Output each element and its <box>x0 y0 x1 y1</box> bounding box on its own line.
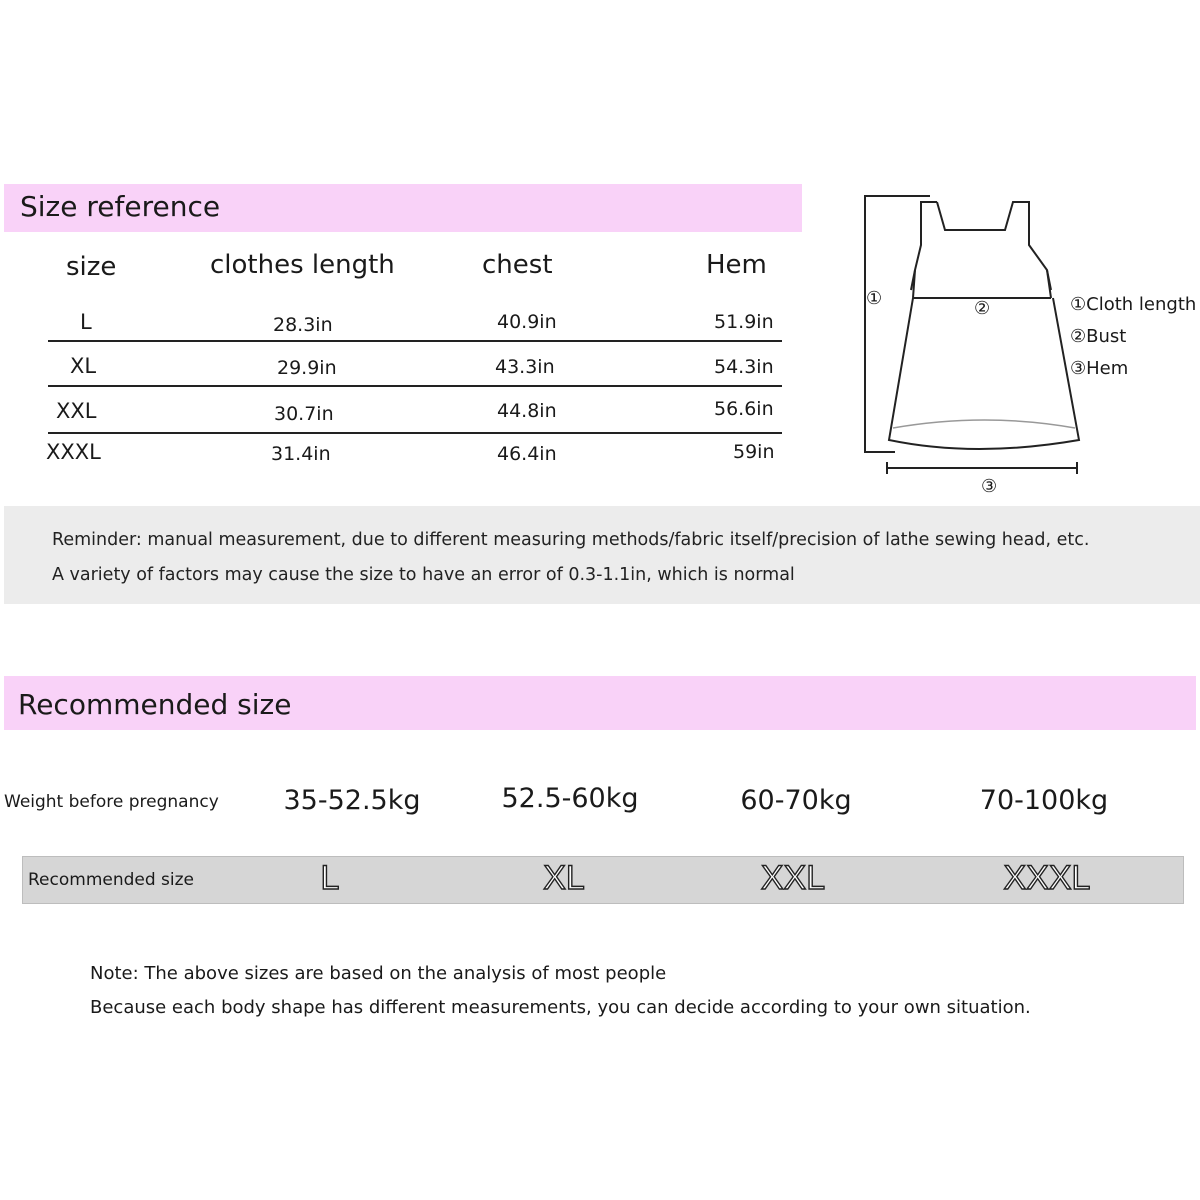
col-header-size: size <box>66 252 117 282</box>
table-row-hem: 56.6in <box>714 398 774 420</box>
note-line-1: Note: The above sizes are based on the analysis of most people <box>90 963 667 984</box>
table-row-length: 31.4in <box>271 443 331 465</box>
legend-hem: ③Hem <box>1070 358 1129 379</box>
recommended-size-value: XL <box>543 859 585 897</box>
col-header-clothes-length: clothes length <box>210 250 395 280</box>
table-row-divider <box>48 340 782 342</box>
marker-bust: ② <box>974 298 991 319</box>
table-row-divider <box>48 432 782 434</box>
table-row-divider <box>48 385 782 387</box>
reminder-panel <box>4 506 1200 604</box>
table-row-chest: 44.8in <box>497 400 557 422</box>
table-row-hem: 51.9in <box>714 311 774 333</box>
table-row-chest: 46.4in <box>497 443 557 465</box>
col-header-chest: chest <box>482 250 553 280</box>
table-row-size: XXL <box>56 399 97 423</box>
recommended-title: Recommended size <box>18 688 292 721</box>
size-reference-title: Size reference <box>20 190 221 223</box>
weight-value: 35-52.5kg <box>283 785 421 816</box>
dress-diagram <box>855 190 1085 500</box>
marker-hem: ③ <box>981 476 998 497</box>
legend-cloth-length: ①Cloth length <box>1070 294 1197 315</box>
weight-label: Weight before pregnancy <box>4 792 219 812</box>
weight-value: 60-70kg <box>740 785 852 816</box>
recommended-size-label: Recommended size <box>28 870 195 890</box>
recommended-size-value: L <box>320 859 340 897</box>
weight-value: 52.5-60kg <box>501 783 639 814</box>
reminder-line-1: Reminder: manual measurement, due to different measuring methods/fabric itself/precision of lathe sewing head, etc. <box>52 530 1090 550</box>
note-line-2: Because each body shape has different measurements, you can decide according to your own situation. <box>90 997 1031 1018</box>
table-row-length: 29.9in <box>277 357 337 379</box>
col-header-hem: Hem <box>706 250 767 280</box>
table-row-length: 30.7in <box>274 403 334 425</box>
recommended-size-value: XXL <box>760 859 826 897</box>
table-row-hem: 59in <box>733 441 775 463</box>
recommended-size-value: XXXL <box>1003 859 1091 897</box>
legend-bust: ②Bust <box>1070 326 1127 347</box>
table-row-chest: 40.9in <box>497 311 557 333</box>
reminder-line-2: A variety of factors may cause the size to have an error of 0.3-1.1in, which is normal <box>52 565 795 585</box>
table-row-hem: 54.3in <box>714 356 774 378</box>
table-row-size: XL <box>70 354 97 378</box>
weight-value: 70-100kg <box>979 785 1109 816</box>
table-row-length: 28.3in <box>273 314 333 336</box>
marker-cloth-length: ① <box>866 288 883 309</box>
table-row-size: L <box>80 310 92 334</box>
table-row-size: XXXL <box>46 440 101 464</box>
table-row-chest: 43.3in <box>495 356 555 378</box>
